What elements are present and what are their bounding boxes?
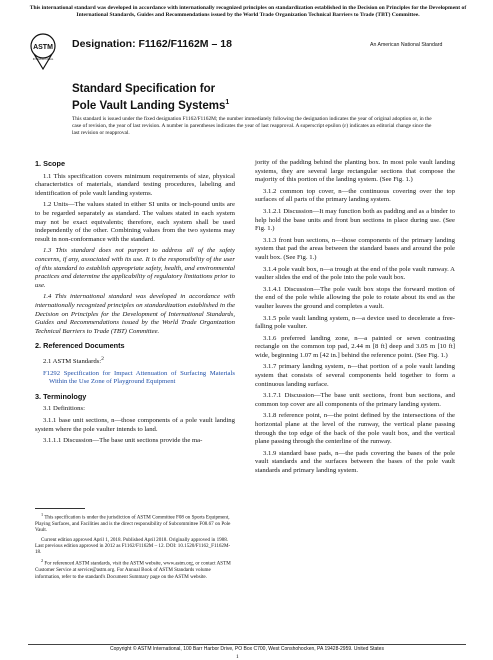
right-column	[255, 159, 455, 479]
paragraph-3-1-2: 3.1.2 common top cover, n—the continuous covering over the top surfaces of all parts of the primary landing system.	[255, 187, 455, 204]
paragraph-3-1-5: 3.1.5 pole vault landing system, n—a device used to decelerate a free-falling pole vaulter.	[255, 314, 455, 331]
footnotes	[35, 512, 235, 583]
paragraph-2-1	[35, 355, 235, 367]
paragraph-1-2: 1.2 Units—The values stated in either SI units or inch-pound units are to be regarded separately as standard. The values stated in each system may not be exact equivalents; therefore, each system shall be used independently of the other. Combining values from the two systems may result in non-conformance with the standard.	[35, 201, 235, 243]
paragraph-3-1-8: 3.1.8 reference point, n—the point defined by the intersections of the horizontal plane at the level of the runway, the vertical plane passing through the top edge of the back of the pole vault box, and the vertical plane passing through the centerline of the runway.	[255, 412, 455, 446]
paragraph-3-1-2-1: 3.1.2.1 Discussion—It may function both as padding and as a binder to help hold the base units and front bun sections in place during use. (See Fig. 1.)	[255, 207, 455, 233]
paragraph-3-1-4-1: 3.1.4.1 Discussion—The pole vault box stops the forward motion of the end of the pole while allowing the pole to rotate about its end as the vaulter leaves the ground and completes a vault.	[255, 285, 455, 310]
section-heading-referenced-documents: 2. Referenced Documents	[35, 341, 125, 351]
paragraph-3-1-1: 3.1.1 base unit sections, n—those components of a pole vault landing system where the pole vaulter intends to land.	[35, 417, 235, 433]
footnote-ref-2[interactable]: 2	[101, 355, 104, 362]
reference-link-f1292[interactable]: F1292	[43, 369, 61, 377]
paragraph-1-1: 1.1 This specification covers minimum requirements of size, physical characteristics of materials, standard testing procedures, labeling and identification of pole vault landing systems.	[35, 172, 235, 197]
footnote-2-text: For referenced ASTM standards, visit the ASTM website, www.astm.org, or contact ASTM Customer Service at service@astm.org. For Annual Book of ASTM Standards volume information, refer to the standard's Document Summary page on the ASTM website.	[35, 561, 231, 580]
logo-text: ASTM	[33, 44, 53, 51]
tbt-banner: This international standard was developed in accordance with internationally recognized principles on standardization established in the Decision on Principles for the Development of International Standards, Guides and Recommendations issued by the World Trade Organization Technical Barriers to Trade (TBT) Committee.	[29, 5, 467, 18]
paragraph-1-3: 1.3 This standard does not purport to address all of the safety concerns, if any, associated with its use. It is the responsibility of the user of this standard to establish appropriate safety, health, and environmental practices and determine the applicability of regulatory limitations prior to use.	[35, 247, 235, 289]
paragraph-3-1: 3.1 Definitions:	[43, 405, 85, 413]
page-title	[72, 82, 229, 113]
paragraph-continuation: jority of the padding behind the planting box. In most pole vault landing systems, they are several large rectangular sections that compose the majority of this portion of the landing system. (See Fig. 1.)	[255, 159, 455, 184]
paragraph-3-1-9: 3.1.9 standard base pads, n—the pads covering the bases of the pole vault standards and the surfaces between the bases of the pole vault standards and primary landing system.	[255, 449, 455, 474]
astm-logo	[30, 33, 56, 71]
section-heading-scope: 1. Scope	[35, 159, 66, 168]
footnote-1a-text: This specification is under the jurisdiction of ASTM Committee F08 on Sports Equipment, Playing Surfaces, and Facilities and is the direct responsibility of Subcommittee F08.67 on Pole Vault.	[35, 514, 231, 534]
footnote-divider	[35, 508, 85, 509]
title-line-2-text: Pole Vault Landing Systems	[72, 99, 226, 112]
reference-title[interactable]: Specification for Impact Attenuation of Surfacing Materials Within the Use Zone of Playground Equipment	[49, 369, 235, 386]
footer-divider	[28, 644, 466, 645]
paragraph-3-1-3: 3.1.3 front bun sections, n—those components of the primary landing system that pad the areas between the standard bases and around the pole vault box. (See Fig. 1.)	[255, 236, 455, 261]
paragraph-2-1-text: 2.1 ASTM Standards:	[43, 358, 102, 366]
paragraph-3-1-1-1: 3.1.1.1 Discussion—The base unit sections provide the ma-	[43, 437, 203, 445]
paragraph-3-1-7: 3.1.7 primary landing system, n—that portion of a pole vault landing system that consists of several components held together to form a continuous landing surface.	[255, 363, 455, 388]
title-footnote-ref[interactable]: 1	[225, 99, 230, 106]
left-column	[35, 160, 235, 449]
section-heading-terminology: 3. Terminology	[35, 391, 87, 401]
title-line-1: Standard Specification for	[72, 83, 216, 95]
paragraph-3-1-4: 3.1.4 pole vault box, n—a trough at the end of the pole vault runway. A vaulter slides the end of the pole into the pole vault box.	[255, 265, 455, 282]
paragraph-1-4: 1.4 This international standard was developed in accordance with internationally recognized principles on standardization established in the Decision on Principles for the Development of International Standards, Guides and Recommendations issued by the World Trade Organization Technical Barriers to Trade (TBT) Committee.	[35, 293, 235, 335]
standard-issue-note: This standard is issued under the fixed designation F1162/F1162M; the number immediately following the designation indicates the year of original adoption or, in the case of revision, the year of last revision. A number in parentheses indicates the year of last reapproval. A superscript epsilon (ε) indicates an editorial change since the last revision or reapproval.	[72, 116, 432, 136]
publisher-note: An American National Standard	[370, 42, 443, 48]
paragraph-3-1-6: 3.1.6 preferred landing zone, n—a painted or sewn contrasting rectangle on the common top pad, 2.44 m [8 ft] deep and 3.05 m [10 ft] wide, beginning 1.07 m [42 in.] behind the reference point. (See Fig. 1.)	[255, 334, 455, 359]
footnote-2: $^2$ For referenced ASTM standards, visit the ASTM website, www.astm.org, or contact ASTM Customer Service at service@astm.org. For Annual Book of ASTM Standards volume information, refer to the standard's Document Summary page on the ASTM website.	[35, 558, 231, 580]
page-number: 1	[236, 654, 239, 660]
logo-subtext: INTERNATIONAL	[32, 58, 54, 61]
reference-f1292	[35, 370, 235, 387]
paragraph-3-1-7-1: 3.1.7.1 Discussion—The base unit sections, front bun sections, and common top cover are all components of the primary landing system.	[255, 392, 455, 408]
footnote-1a: $^1$ This specification is under the jurisdiction of ASTM Committee F08 on Sports Equipment, Playing Surfaces, and Facilities and is the direct responsibility of Subcommittee F08.67 on Pole Vault.	[35, 512, 231, 534]
designation: Designation: F1162/F1162M – 18	[72, 38, 232, 50]
title-line-2	[72, 96, 229, 113]
footnote-1b: Current edition approved April 1, 2018. Published April 2018. Originally approved in 1988. Last previous edition approved in 2012 as F1162/F1162M – 12. DOI: 10.1520/F1162_F1162M-18.	[35, 536, 231, 556]
copyright-notice: Copyright © ASTM International, 100 Barr Harbor Drive, PO Box C700, West Conshohocken, PA 19428-2959. United States	[110, 646, 384, 652]
